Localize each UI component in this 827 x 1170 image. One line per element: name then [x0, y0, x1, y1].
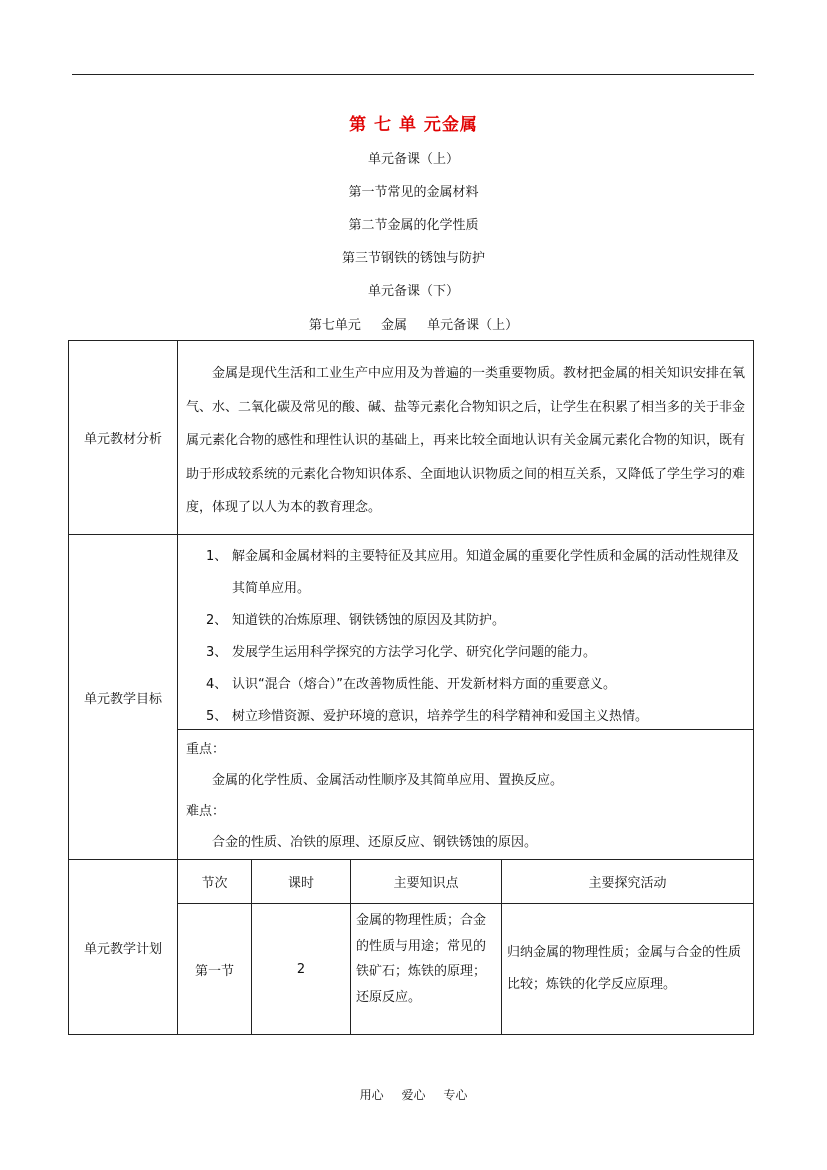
goal-text: 认识“混合（熔合）”在改善物质性能、开发新材料方面的重要意义。 — [232, 677, 616, 692]
document-title: 第 七 单 元金属 — [349, 115, 478, 135]
toc-item: 单元备课（下） — [367, 284, 459, 299]
subtitle-part: 单元备课（上） — [427, 318, 519, 333]
goal-item — [206, 637, 745, 669]
key-text: 金属的化学性质、金属活动性顺序及其简单应用、置换反应。 — [212, 773, 564, 788]
toc-item: 第三节钢铁的锈蚀与防护 — [341, 251, 485, 266]
toc-item: 第一节常见的金属材料 — [348, 185, 479, 200]
goal-item — [206, 605, 745, 637]
footer-word: 专心 — [443, 1088, 468, 1102]
goal-text: 树立珍惜资源、爱护环境的意识，培养学生的科学精神和爱国主义热情。 — [232, 709, 649, 724]
goal-number: 4、 — [206, 677, 228, 692]
goal-text: 发展学生运用科学探究的方法学习化学、研究化学问题的能力。 — [232, 645, 597, 660]
goal-number: 3、 — [206, 645, 228, 660]
plan-row-activity — [501, 903, 754, 1035]
footer-word: 爱心 — [401, 1088, 426, 1102]
header-rule — [72, 74, 754, 75]
plan-header-knowledge: 主要知识点 — [350, 859, 502, 904]
subtitle-topic: 金属 — [380, 318, 407, 333]
section-subtitle — [0, 314, 827, 333]
plan-row-activity-text: 归纳金属的物理性质；金属与合金的性质比较；炼铁的化学反应原理。 — [507, 945, 742, 992]
goal-number: 2、 — [206, 613, 228, 628]
table-of-contents — [0, 150, 827, 315]
footer-word: 用心 — [359, 1088, 384, 1102]
key-label: 重点： — [186, 742, 226, 757]
plan-row-hours: 2 — [251, 903, 351, 1035]
page-footer — [0, 1086, 827, 1103]
subtitle-unit: 第七单元 — [308, 318, 361, 333]
goals-label: 单元教学目标 — [68, 534, 178, 860]
goal-text: 知道铁的冶炼原理、钢铁锈蚀的原因及其防护。 — [232, 613, 506, 628]
goal-text: 解金属和金属材料的主要特征及其应用。知道金属的重要化学性质和金属的活动性规律及其简单应用。 — [232, 549, 740, 596]
goals-list — [177, 534, 754, 730]
plan-row-section: 第一节 — [177, 903, 252, 1035]
plan-header-activity: 主要探究活动 — [501, 859, 754, 904]
goal-number: 1、 — [206, 549, 228, 564]
goal-item — [206, 669, 745, 701]
plan-header-section: 节次 — [177, 859, 252, 904]
analysis-text: 金属是现代生活和工业生产中应用及为普遍的一类重要物质。教材把金属的相关知识安排在氧气、水、二氧化碳及常见的酸、碱、盐等元素化合物知识之后，让学生在积累了相当多的关于非金属元素化合物的感性和理性认识的基础上，再来比较全面地认识有关金属元素化合物的知识，既有助于形成较系统的元素化合物知识体系、全面地认识物质之间的相互关系，又降低了学生学习的难度，体现了以人为本的教育理念。 — [177, 340, 754, 535]
goal-number: 5、 — [206, 709, 228, 724]
toc-item: 第二节金属的化学性质 — [348, 218, 479, 233]
plan-row-knowledge: 金属的物理性质；合金的性质与用途；常见的铁矿石；炼铁的原理；还原反应。 — [350, 903, 502, 1035]
plan-label: 单元教学计划 — [68, 859, 178, 1035]
toc-item: 单元备课（上） — [367, 152, 459, 167]
key-points — [177, 729, 754, 860]
difficult-text: 合金的性质、冶铁的原理、还原反应、钢铁锈蚀的原因。 — [212, 835, 538, 850]
plan-header-hours: 课时 — [251, 859, 351, 904]
difficult-label: 难点： — [186, 804, 226, 819]
goal-item — [206, 541, 745, 605]
analysis-label: 单元教材分析 — [68, 340, 178, 535]
